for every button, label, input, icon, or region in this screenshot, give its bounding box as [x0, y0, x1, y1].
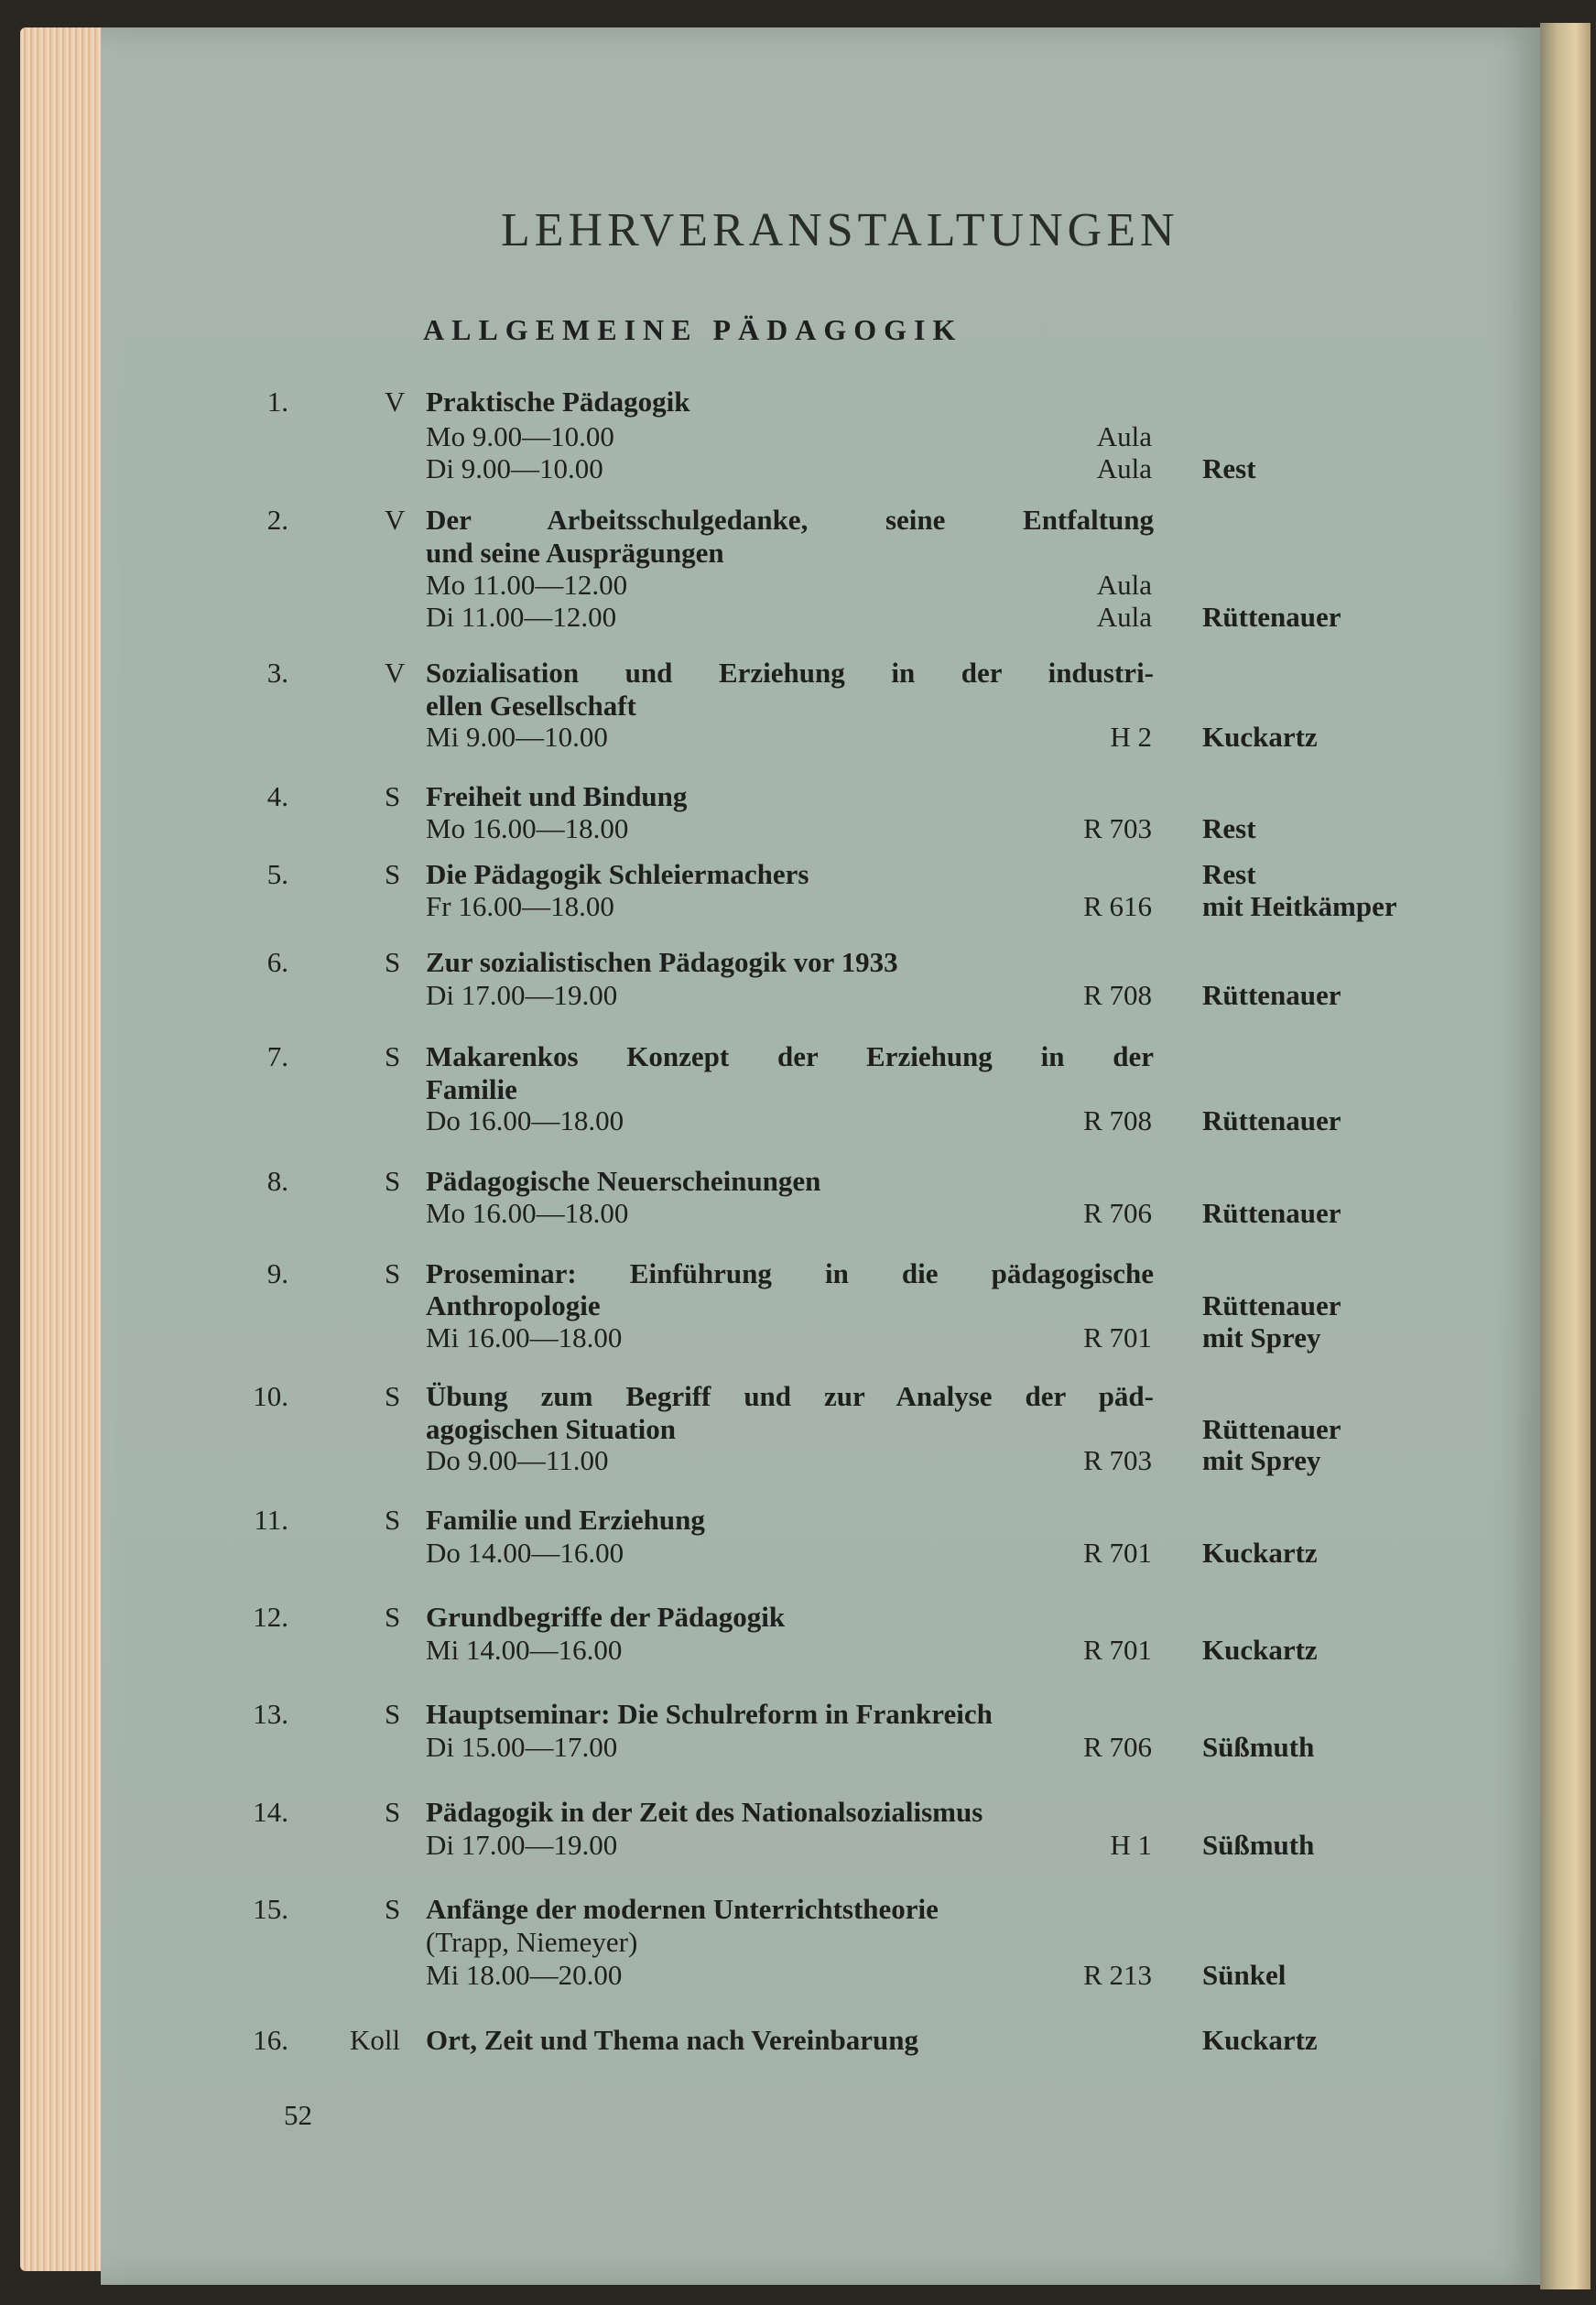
course-title: agogischen Situation: [426, 1413, 677, 1445]
course-number: 8.: [266, 1165, 288, 1197]
course-room: Aula: [1096, 452, 1152, 484]
course-room: R 616: [1083, 890, 1152, 922]
course-lecturer: Rüttenauer: [1202, 1197, 1341, 1229]
course-title: Familie und Erziehung: [426, 1504, 705, 1536]
course-room: R 701: [1083, 1634, 1152, 1666]
course-title: Die Pädagogik Schleiermachers: [426, 858, 809, 890]
course-lecturer: Rest: [1202, 858, 1256, 890]
course-title: Anthropologie: [426, 1289, 601, 1321]
course-time: Mo 16.00—18.00: [426, 1197, 629, 1229]
course-room: R 708: [1083, 1104, 1152, 1136]
course-title: ellen Gesellschaft: [426, 690, 636, 722]
course-subtitle: (Trapp, Niemeyer): [426, 1926, 638, 1958]
section-title: ALLGEMEINE PÄDAGOGIK: [423, 313, 963, 346]
course-number: 3.: [266, 657, 288, 689]
course-lecturer: Rest: [1202, 812, 1256, 844]
course-room: Aula: [1096, 420, 1152, 452]
course-lecturer: Rüttenauer: [1202, 1104, 1341, 1136]
course-type: S: [385, 780, 401, 812]
course-number: 12.: [253, 1601, 288, 1633]
course-time: Mi 16.00—18.00: [426, 1321, 623, 1354]
course-number: 5.: [266, 858, 288, 890]
course-room: R 703: [1083, 812, 1152, 844]
course-room: R 701: [1083, 1321, 1152, 1354]
course-time: Mo 11.00—12.00: [426, 569, 628, 601]
course-title: und seine Ausprägungen: [426, 537, 724, 569]
course-type: S: [385, 1698, 401, 1730]
course-number: 7.: [266, 1040, 288, 1072]
course-type: V: [385, 386, 406, 418]
course-time: Fr 16.00—18.00: [426, 890, 614, 922]
course-type: Koll: [350, 2024, 401, 2056]
course-time: Mo 9.00—10.00: [426, 420, 614, 452]
course-type: S: [385, 1380, 401, 1412]
course-type: S: [385, 1601, 401, 1633]
course-title: Zur sozialistischen Pädagogik vor 1933: [426, 946, 898, 978]
course-lecturer: Rüttenauer: [1202, 1289, 1341, 1321]
course-time: Mi 9.00—10.00: [426, 721, 608, 753]
course-lecturer: mit Heitkämper: [1202, 890, 1397, 922]
course-room: Aula: [1096, 569, 1152, 601]
course-number: 6.: [266, 946, 288, 978]
course-number: 14.: [253, 1796, 288, 1828]
course-lecturer: Kuckartz: [1202, 721, 1318, 753]
course-lecturer: mit Sprey: [1202, 1321, 1321, 1354]
course-number: 11.: [254, 1504, 288, 1536]
course-lecturer: Süßmuth: [1202, 1829, 1315, 1861]
course-type: S: [385, 1796, 401, 1828]
course-title: Familie: [426, 1073, 517, 1105]
course-type: S: [385, 1165, 401, 1197]
course-room: Aula: [1096, 601, 1152, 633]
book-spine-edge: [1540, 23, 1591, 2289]
course-type: S: [385, 946, 401, 978]
course-lecturer: Rest: [1202, 452, 1256, 484]
course-time: Mo 16.00—18.00: [426, 812, 629, 844]
course-title: Der Arbeitsschulgedanke, seine Entfaltung: [426, 504, 1154, 536]
course-title: Makarenkos Konzept der Erziehung in der: [426, 1040, 1154, 1072]
course-title: Hauptseminar: Die Schulreform in Frankreich: [426, 1698, 993, 1730]
course-time: Do 9.00—11.00: [426, 1444, 609, 1476]
course-lecturer: Kuckartz: [1202, 1634, 1318, 1666]
course-lecturer: Rüttenauer: [1202, 979, 1341, 1011]
course-room: R 708: [1083, 979, 1152, 1011]
course-title: Freiheit und Bindung: [426, 780, 688, 812]
course-type: V: [385, 657, 406, 689]
course-number: 10.: [253, 1380, 288, 1412]
course-title: Sozialisation und Erziehung in der industri-: [426, 657, 1154, 689]
course-lecturer: Sünkel: [1202, 1959, 1287, 1991]
course-number: 4.: [266, 780, 288, 812]
course-time: Di 11.00—12.00: [426, 601, 617, 633]
course-lecturer: Süßmuth: [1202, 1731, 1315, 1763]
course-title: Praktische Pädagogik: [426, 386, 690, 418]
course-type: S: [385, 1257, 401, 1289]
course-type: S: [385, 1040, 401, 1072]
course-room: R 703: [1083, 1444, 1152, 1476]
course-title: Proseminar: Einführung in die pädagogische: [426, 1257, 1154, 1289]
course-type: V: [385, 504, 406, 536]
course-time: Di 17.00—19.00: [426, 979, 618, 1011]
course-type: S: [385, 1504, 401, 1536]
course-room: R 706: [1083, 1197, 1152, 1229]
course-room: H 2: [1110, 721, 1152, 753]
course-lecturer: mit Sprey: [1202, 1444, 1321, 1476]
course-time: Do 14.00—16.00: [426, 1537, 624, 1569]
course-lecturer: Rüttenauer: [1202, 1413, 1341, 1445]
course-lecturer: Rüttenauer: [1202, 601, 1341, 633]
course-type: S: [385, 1893, 401, 1925]
course-room: R 701: [1083, 1537, 1152, 1569]
course-time: Mi 18.00—20.00: [426, 1959, 623, 1991]
course-title: Anfänge der modernen Unterrichtstheorie: [426, 1893, 939, 1925]
course-number: 9.: [266, 1257, 288, 1289]
course-time: Mi 14.00—16.00: [426, 1634, 623, 1666]
page-title: LEHRVERANSTALTUNGEN: [501, 204, 1179, 256]
course-lecturer: Kuckartz: [1202, 1537, 1318, 1569]
course-title: Pädagogische Neuerscheinungen: [426, 1165, 821, 1197]
page: [101, 27, 1540, 2285]
course-time: Di 15.00—17.00: [426, 1731, 618, 1763]
course-room: H 1: [1110, 1829, 1152, 1861]
course-title: Ort, Zeit und Thema nach Vereinbarung: [426, 2024, 919, 2056]
course-number: 2.: [266, 504, 288, 536]
course-number: 13.: [253, 1698, 288, 1730]
course-time: Do 16.00—18.00: [426, 1104, 624, 1136]
course-room: R 213: [1083, 1959, 1152, 1991]
course-title: Pädagogik in der Zeit des Nationalsozialismus: [426, 1796, 983, 1828]
course-lecturer: Kuckartz: [1202, 2024, 1318, 2056]
course-title: Übung zum Begriff und zur Analyse der päd-: [426, 1380, 1154, 1412]
course-room: R 706: [1083, 1731, 1152, 1763]
page-number: 52: [284, 2099, 312, 2131]
course-number: 15.: [253, 1893, 288, 1925]
course-title: Grundbegriffe der Pädagogik: [426, 1601, 786, 1633]
course-time: Di 9.00—10.00: [426, 452, 603, 484]
course-number: 1.: [266, 386, 288, 418]
course-type: S: [385, 858, 401, 890]
course-time: Di 17.00—19.00: [426, 1829, 618, 1861]
course-number: 16.: [253, 2024, 288, 2056]
